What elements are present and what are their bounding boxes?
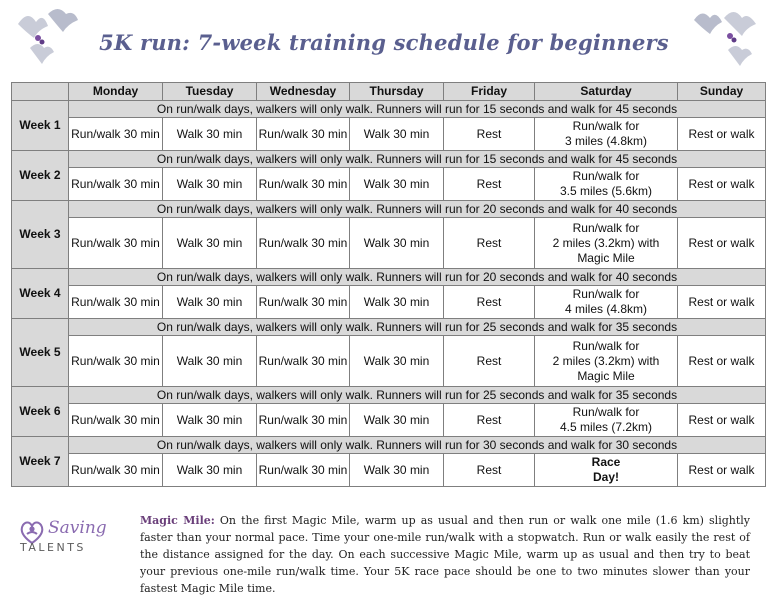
schedule-cell: Rest or walk	[678, 168, 766, 201]
day-header: Friday	[444, 83, 535, 101]
schedule-cell: Run/walk 30 min	[257, 336, 350, 387]
schedule-cell: Walk 30 min	[163, 168, 257, 201]
schedule-cell: Run/walk for 4.5 miles (7.2km)	[535, 404, 678, 437]
schedule-cell: Run/walk 30 min	[257, 286, 350, 319]
table-row	[12, 336, 766, 387]
schedule-cell: Walk 30 min	[163, 454, 257, 487]
schedule-cell: Run/walk 30 min	[69, 454, 163, 487]
schedule-cell: Rest or walk	[678, 336, 766, 387]
header-row	[12, 83, 766, 101]
schedule-cell: Walk 30 min	[350, 168, 444, 201]
week-note: On run/walk days, walkers will only walk. Runners will run for 15 seconds and walk for 45 seconds	[69, 151, 766, 168]
training-schedule-table	[11, 82, 766, 487]
schedule-cell: Run/walk 30 min	[69, 168, 163, 201]
schedule-cell: Run/walk 30 min	[69, 286, 163, 319]
week-label: Week 4	[12, 269, 69, 319]
schedule-cell: Run/walk 30 min	[257, 454, 350, 487]
schedule-cell: Run/walk 30 min	[257, 218, 350, 269]
logo-text-talents: TALENTS	[20, 541, 86, 554]
note-row	[12, 387, 766, 404]
schedule-cell: Run/walk 30 min	[69, 118, 163, 151]
schedule-cell: Run/walk for 2 miles (3.2km) with Magic Mile	[535, 218, 678, 269]
table-row	[12, 454, 766, 487]
schedule-cell: Run/walk 30 min	[69, 336, 163, 387]
week-note: On run/walk days, walkers will only walk. Runners will run for 20 seconds and walk for 40 seconds	[69, 201, 766, 218]
table-row	[12, 168, 766, 201]
schedule-cell: Race Day!	[535, 454, 678, 487]
schedule-cell: Walk 30 min	[350, 336, 444, 387]
schedule-cell: Rest or walk	[678, 286, 766, 319]
schedule-cell: Run/walk 30 min	[257, 168, 350, 201]
week-label: Week 6	[12, 387, 69, 437]
schedule-cell: Walk 30 min	[163, 218, 257, 269]
schedule-cell: Walk 30 min	[350, 118, 444, 151]
schedule-cell: Rest	[444, 336, 535, 387]
schedule-cell: Rest	[444, 404, 535, 437]
schedule-cell: Run/walk 30 min	[69, 404, 163, 437]
schedule-cell: Rest	[444, 286, 535, 319]
schedule-cell: Run/walk for 2 miles (3.2km) with Magic Mile	[535, 336, 678, 387]
week-note: On run/walk days, walkers will only walk. Runners will run for 30 seconds and walk for 30 seconds	[69, 437, 766, 454]
day-header: Tuesday	[163, 83, 257, 101]
week-note: On run/walk days, walkers will only walk. Runners will run for 20 seconds and walk for 40 seconds	[69, 269, 766, 286]
schedule-cell: Run/walk 30 min	[257, 404, 350, 437]
day-header: Monday	[69, 83, 163, 101]
schedule-cell: Walk 30 min	[163, 118, 257, 151]
magic-mile-note	[140, 512, 750, 597]
schedule-cell: Rest	[444, 454, 535, 487]
day-header: Wednesday	[257, 83, 350, 101]
schedule-cell: Walk 30 min	[350, 218, 444, 269]
schedule-cell: Rest	[444, 218, 535, 269]
note-row	[12, 269, 766, 286]
table-row	[12, 286, 766, 319]
schedule-cell: Rest or walk	[678, 218, 766, 269]
schedule-cell: Walk 30 min	[350, 404, 444, 437]
schedule-cell: Walk 30 min	[163, 286, 257, 319]
schedule-cell: Rest or walk	[678, 454, 766, 487]
week-note: On run/walk days, walkers will only walk. Runners will run for 15 seconds and walk for 45 seconds	[69, 101, 766, 118]
day-header: Saturday	[535, 83, 678, 101]
schedule-cell: Run/walk for 3 miles (4.8km)	[535, 118, 678, 151]
week-note: On run/walk days, walkers will only walk. Runners will run for 25 seconds and walk for 35 seconds	[69, 319, 766, 336]
schedule-cell: Rest	[444, 168, 535, 201]
week-label: Week 1	[12, 101, 69, 151]
magic-mile-text: On the first Magic Mile, warm up as usual and then run or walk one mile (1.6 km) slightly faster than your normal pace. Time your one-mile run/walk with a stopwatch. Run or walk easily the rest of the distance assigned for the day. On each successive Magic Mile, warm up as usual and then try to beat your previous one-mile run/walk time. Your 5K race pace should be one to two minutes slower than your fastest Magic Mile time.	[140, 514, 750, 595]
schedule-cell: Run/walk for 3.5 miles (5.6km)	[535, 168, 678, 201]
note-row	[12, 319, 766, 336]
page-title: 5K run: 7-week training schedule for beginners	[99, 30, 669, 55]
logo-text-saving: Saving	[48, 518, 107, 538]
saving-talents-logo	[18, 518, 138, 562]
week-label: Week 5	[12, 319, 69, 387]
schedule-cell: Walk 30 min	[163, 404, 257, 437]
week-label: Week 2	[12, 151, 69, 201]
schedule-cell: Walk 30 min	[163, 336, 257, 387]
schedule-cell: Run/walk 30 min	[257, 118, 350, 151]
note-row	[12, 101, 766, 118]
note-row	[12, 201, 766, 218]
schedule-cell: Walk 30 min	[350, 286, 444, 319]
day-header: Sunday	[678, 83, 766, 101]
week-label: Week 7	[12, 437, 69, 487]
schedule-cell: Rest or walk	[678, 118, 766, 151]
schedule-cell: Rest or walk	[678, 404, 766, 437]
schedule-cell: Walk 30 min	[350, 454, 444, 487]
table-row	[12, 404, 766, 437]
note-row	[12, 151, 766, 168]
table-row	[12, 118, 766, 151]
day-header: Thursday	[350, 83, 444, 101]
note-row	[12, 437, 766, 454]
schedule-cell: Rest	[444, 118, 535, 151]
table-row	[12, 218, 766, 269]
schedule-cell: Run/walk 30 min	[69, 218, 163, 269]
week-note: On run/walk days, walkers will only walk. Runners will run for 25 seconds and walk for 35 seconds	[69, 387, 766, 404]
magic-mile-term: Magic Mile:	[140, 514, 215, 527]
week-label: Week 3	[12, 201, 69, 269]
schedule-cell: Run/walk for 4 miles (4.8km)	[535, 286, 678, 319]
corner-cell	[12, 83, 69, 101]
